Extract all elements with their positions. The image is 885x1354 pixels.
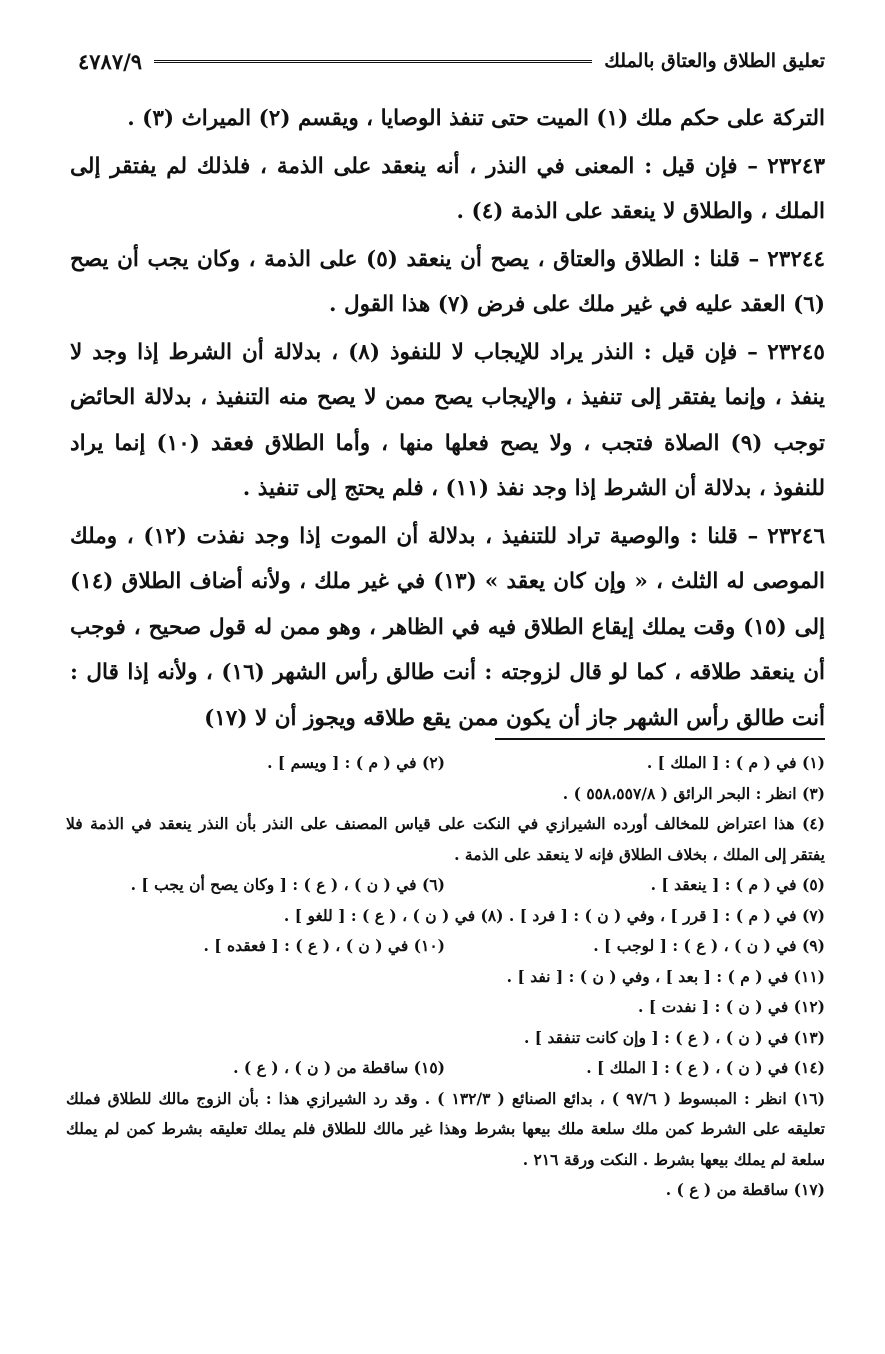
running-title: تعليق الطلاق والعتاق بالملك <box>604 50 825 72</box>
footnote: (١٢) في ( ن ) : [ نفدت ] . <box>638 997 825 1016</box>
footnote: (٧) في ( م ) : [ قرر ] ، وفي ( ن ) : [ فرد ] . (٨) في ( ن ) ، ( ع ) : [ للغو ] . <box>283 905 825 925</box>
footnote: (١٠) في ( ن ) ، ( ع ) : [ فعقده ] . <box>203 936 445 955</box>
footnote-row <box>66 1175 825 1206</box>
footnote: (١٧) ساقطة من ( ع ) . <box>665 1180 825 1199</box>
footnote: (١٣) في ( ن ) ، ( ع ) : [ وإن كانت تنفقد ] . <box>524 1027 825 1047</box>
page-header <box>78 44 825 78</box>
footnote-row <box>66 901 825 932</box>
paragraph-text: التركة على حكم ملك (١) الميت حتى تنفذ الوصايا ، ويقسم (٢) الميراث (٣) . <box>127 106 825 131</box>
footnote: (٦) في ( ن ) ، ( ع ) : [ وكان يصح أن يجب ] . <box>130 875 445 894</box>
footnote: (١١) في ( م ) : [ بعد ] ، وفي ( ن ) : [ نفد ] . <box>506 966 825 986</box>
paragraph-number: ٢٣٢٤٤ <box>767 246 825 272</box>
paragraph-text: – فإن قيل : النذر يراد للإيجاب لا للنفوذ (٨) ، بدلالة أن الشرط إذا وجد لا ينفذ ، وإنما يفتقر إلى تنفيذ ، والإيجاب يصح ممن لا يصح منه التنفيذ ، بدلالة الحائض توجب (٩) الصلاة فتجب ، ولا يصح فعلها منها ، وأما الطلاق فعقد (١٠) إنما يراد للنفوذ ، بدلالة أن الشرط إذا وجد نفذ (١١) ، فلم يحتج إلى تنفيذ . <box>70 339 826 501</box>
footnote-row <box>66 962 825 993</box>
main-text <box>70 96 825 743</box>
footnote: (١) في ( م ) : [ الملك ] . <box>646 753 825 772</box>
paragraph <box>70 144 825 235</box>
footnote-row <box>66 931 825 962</box>
paragraph <box>70 330 825 512</box>
paragraph <box>70 237 825 328</box>
paragraph-number: ٢٣٢٤٥ <box>767 339 825 365</box>
paragraph-number: ٢٣٢٤٣ <box>767 153 825 179</box>
paragraph <box>70 514 825 742</box>
footnote: (١٤) في ( ن ) ، ( ع ) : [ الملك ] . <box>586 1058 825 1077</box>
paragraph <box>70 96 825 142</box>
footnote: (١٦) انظر : المبسوط ( ٩٧/٦ ) ، بدائع الصنائع ( ١٣٢/٣ ) . وقد رد الشيرازي هذا : بأن الزوج مالك للطلاق فملك تعليقه على الشرط كمن ملك سلعة ملك بيعها بشرط وهذا غير مالك للطلاق فلم يملك تعليقه بشرط كمن لم يملك سلعة لم يملك بيعها بشرط . النكت ورقة ٢١٦ . <box>66 1088 825 1169</box>
footnotes <box>66 748 825 1206</box>
footnote-row <box>66 1023 825 1054</box>
footnote: (٩) في ( ن ) ، ( ع ) : [ لوجب ] . <box>593 936 825 955</box>
footnote: (١٥) ساقطة من ( ن ) ، ( ع ) . <box>233 1058 445 1077</box>
paragraph-text: – قلنا : والوصية تراد للتنفيذ ، بدلالة أن الموت إذا وجد نفذت (١٢) ، وملك الموصى له الثلث ، « وإن كان يعقد » (١٣) في غير ملك ، ولأنه أضاف الطلاق (١٤) إلى (١٥) وقت يملك إيقاع الطلاق فيه في الظاهر ، وهو ممن له قول صحيح ، فوجب أن ينعقد طلاقه ، كما لو قال لزوجته : أنت طالق رأس الشهر (١٦) ، ولأنه إذا قال : أنت طالق رأس الشهر جاز أن يكون ممن يقع طلاقه ويجوز أن لا (١٧) <box>70 523 826 731</box>
footnote-row <box>66 870 825 901</box>
paragraph-number: ٢٣٢٤٦ <box>767 523 825 549</box>
header-rule <box>154 60 592 63</box>
footnote: (٤) هذا اعتراض للمخالف أورده الشيرازي في النكت على قياس المصنف على النذر بأن النذر ينعقد في الذمة فلا يفتقر إلى الملك ، بخلاف الطلاق فإنه لا ينعقد على الذمة . <box>66 814 825 864</box>
paragraph-text: – فإن قيل : المعنى في النذر ، أنه ينعقد على الذمة ، فلذلك لم يفتقر إلى الملك ، والطلاق لا ينعقد على الذمة (٤) . <box>70 153 825 224</box>
footnote: (٢) في ( م ) : [ ويسم ] . <box>267 753 445 772</box>
footnote-row <box>66 992 825 1023</box>
footnote-row <box>66 748 825 779</box>
footnote: (٣) انظر : البحر الرائق ( ٥٥٨،٥٥٧/٨ ) . <box>562 783 825 803</box>
footnote-row <box>66 1053 825 1084</box>
paragraph-text: – قلنا : الطلاق والعتاق ، يصح أن ينعقد (٥) على الذمة ، وكان يجب أن يصح (٦) العقد عليه في غير ملك على فرض (٧) هذا القول . <box>70 246 825 317</box>
page-number: ٤٧٨٧/٩ <box>78 48 143 74</box>
footnote: (٥) في ( م ) : [ ينعقد ] . <box>650 875 825 894</box>
footnote-row <box>66 779 825 810</box>
footnote-separator <box>495 738 825 740</box>
